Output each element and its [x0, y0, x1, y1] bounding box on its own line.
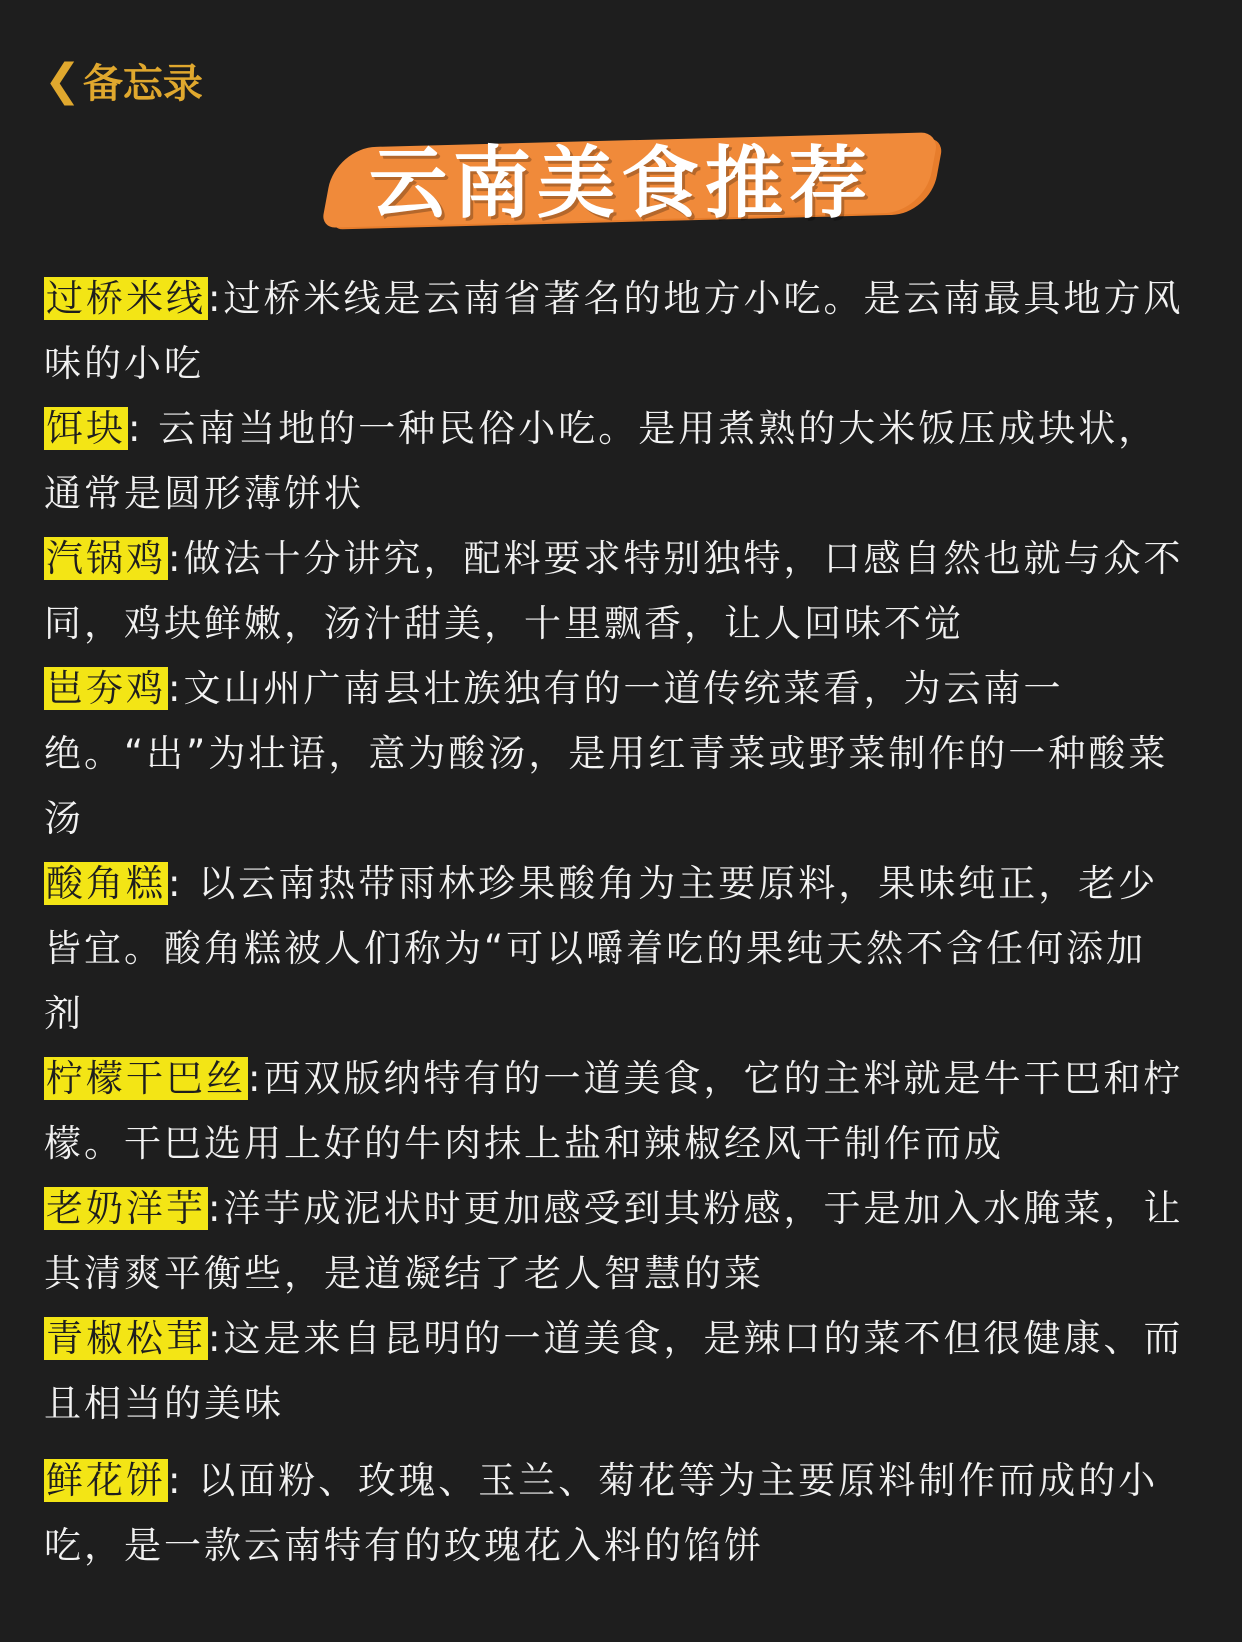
back-label: 备忘录: [82, 61, 203, 107]
list-item: [44, 1448, 1184, 1578]
dish-description: 文山州广南县壮族独有的一道传统菜看，为云南一绝。“出”为壮语，意为酸汤，是用红青菜或野菜制作的一种酸菜汤: [44, 667, 1169, 840]
list-item: [44, 656, 1184, 851]
list-item: [44, 1046, 1184, 1176]
separator: :: [128, 407, 159, 450]
separator: :: [208, 1187, 224, 1230]
dish-description: 西双版纳特有的一道美食，它的主料就是牛干巴和柠檬。干巴选用上好的牛肉抹上盐和辣椒经风干制作而成: [44, 1057, 1184, 1165]
separator: :: [208, 277, 224, 320]
dish-description: 以云南热带雨林珍果酸角为主要原料，果味纯正，老少皆宜。酸角糕被人们称为“可以嚼着吃的果纯天然不含任何添加剂: [44, 862, 1159, 1035]
page-title: 云南美食推荐: [368, 139, 873, 229]
dish-name: 老奶洋芋: [46, 1187, 206, 1230]
chevron-left-icon: ❮: [44, 55, 81, 106]
dish-description: 过桥米线是云南省著名的地方小吃。是云南最具地方风味的小吃: [44, 277, 1184, 385]
dish-description: 云南当地的一种民俗小吃。是用煮熟的大米饭压成块状，通常是圆形薄饼状: [44, 407, 1159, 515]
list-item: [44, 851, 1184, 1046]
separator: :: [168, 862, 199, 905]
dish-name: 柠檬干巴丝: [46, 1057, 246, 1100]
list-item: [44, 1176, 1184, 1306]
dish-name: 青椒松茸: [46, 1317, 206, 1360]
page-title-banner: [0, 122, 1242, 232]
separator: :: [168, 1459, 199, 1502]
list-item: [44, 526, 1184, 656]
dish-name: 岜夯鸡: [46, 667, 166, 710]
dish-description: 做法十分讲究，配料要求特别独特，口感自然也就与众不同，鸡块鲜嫩，汤汁甜美，十里飘香，让人回味不觉: [44, 537, 1184, 645]
dish-name: 鲜花饼: [46, 1459, 166, 1502]
list-item: [44, 396, 1184, 526]
note-body: [44, 266, 1184, 1578]
list-item: [44, 1306, 1184, 1436]
dish-name: 酸角糕: [46, 862, 166, 905]
separator: :: [248, 1057, 264, 1100]
dish-name: 汽锅鸡: [46, 537, 166, 580]
dish-description: 以面粉、玫瑰、玉兰、菊花等为主要原料制作而成的小吃，是一款云南特有的玫瑰花入料的馅饼: [44, 1459, 1159, 1567]
dish-description: 这是来自昆明的一道美食，是辣口的菜不但很健康、而且相当的美味: [44, 1317, 1184, 1425]
dish-name: 饵块: [46, 407, 126, 450]
dish-name: 过桥米线: [46, 277, 206, 320]
separator: :: [168, 667, 184, 710]
dish-description: 洋芋成泥状时更加感受到其粉感，于是加入水腌菜，让其清爽平衡些，是道凝结了老人智慧的菜: [44, 1187, 1184, 1295]
list-item: [44, 266, 1184, 396]
separator: :: [168, 537, 184, 580]
separator: :: [208, 1317, 224, 1360]
back-button[interactable]: [44, 52, 203, 109]
